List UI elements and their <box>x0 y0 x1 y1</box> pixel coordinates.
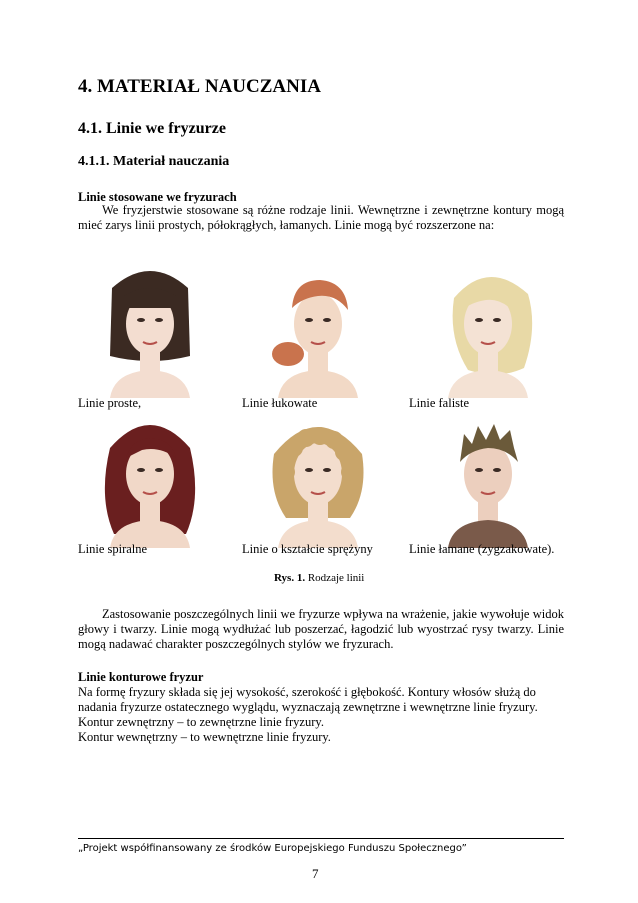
footer-divider <box>78 838 564 839</box>
eye-right <box>323 468 331 472</box>
figure-spiral-lines <box>90 408 210 548</box>
intro-paragraph <box>78 203 564 233</box>
figure-zigzag-lines <box>428 408 548 548</box>
shoulders <box>278 370 358 398</box>
hair-curl <box>277 463 295 481</box>
figure-straight-lines <box>90 258 210 398</box>
caption-wavy: Linie faliste <box>409 396 470 410</box>
figure-wavy-lines <box>428 258 548 398</box>
figure-spring-lines <box>258 408 378 548</box>
eye-left <box>137 318 145 322</box>
eye-right <box>323 318 331 322</box>
eye-right <box>155 318 163 322</box>
caption-straight: Linie proste, <box>78 396 142 410</box>
contour-line-2: nadania fryzurze ostatecznego wyglądu, wyznaczają zewnętrzne i wewnętrzne linie fryzury. <box>78 700 538 714</box>
eye-left <box>475 318 483 322</box>
eye-left <box>475 468 483 472</box>
portrait-illustration <box>90 258 210 398</box>
subsection-heading: 4.1.1. Materiał nauczania <box>78 154 230 169</box>
contour-line-1: Na formę fryzury składa się jej wysokość, szerokość i głębokość. Kontury włosów służą do <box>78 685 536 699</box>
body-paragraph-text: Zastosowanie poszczególnych linii we fryzurze wpływa na wrażenie, jakie wywołuje widok głowy i twarzy. Linie mogą wydłużać lub poszerzać, łagodzić lub wyostrzać rysy twarzy. Linie mogą nadawać charakter poszczególnych stylów we fryzurach. <box>78 607 564 651</box>
caption-arc: Linie łukowate <box>242 396 318 410</box>
shoulders <box>448 370 528 398</box>
chapter-heading: 4. MATERIAŁ NAUCZANIA <box>78 76 321 97</box>
figure-label-text: Rodzaje linii <box>305 572 365 584</box>
hair-curl <box>335 443 353 461</box>
portrait-illustration <box>258 258 378 398</box>
eye-left <box>137 468 145 472</box>
section-title-lines: Linie stosowane we fryzurach <box>78 190 237 204</box>
intro-text: We fryzjerstwie stosowane są różne rodzaje linii. Wewnętrzne i zewnętrzne kontury mogą mieć zarys linii prostych, półokrągłych, łamanych. Linie mogą być rozszerzone na: <box>78 203 564 232</box>
figure-label-number: Rys. 1. <box>274 572 306 584</box>
contour-line-4: Kontur wewnętrzny – to wewnętrzne linie fryzury. <box>78 730 331 744</box>
figure-arc-lines <box>258 258 378 398</box>
eye-left <box>305 468 313 472</box>
page-number: 7 <box>312 866 319 881</box>
section-title-contour: Linie konturowe fryzur <box>78 670 204 684</box>
contour-line-3: Kontur zewnętrzny – to zewnętrzne linie fryzury. <box>78 715 324 729</box>
hair-bun <box>272 342 304 366</box>
eye-left <box>305 318 313 322</box>
portrait-illustration <box>428 408 548 548</box>
portrait-illustration <box>258 408 378 548</box>
eye-right <box>155 468 163 472</box>
figure-label <box>274 572 364 584</box>
caption-spring: Linie o kształcie sprężyny <box>242 542 373 556</box>
body-paragraph <box>78 607 564 652</box>
shoulders <box>110 370 190 398</box>
hair-curl <box>341 463 359 481</box>
caption-spiral: Linie spiralne <box>78 542 148 556</box>
footer-text: „Projekt współfinansowany ze środków Europejskiego Funduszu Społecznego” <box>78 843 467 854</box>
eye-right <box>493 318 501 322</box>
caption-zigzag: Linie łamane (zygzakowate). <box>409 542 555 556</box>
eye-right <box>493 468 501 472</box>
section-heading: 4.1. Linie we fryzurze <box>78 120 226 137</box>
face <box>294 293 342 355</box>
portrait-illustration <box>428 258 548 398</box>
portrait-illustration <box>90 408 210 548</box>
